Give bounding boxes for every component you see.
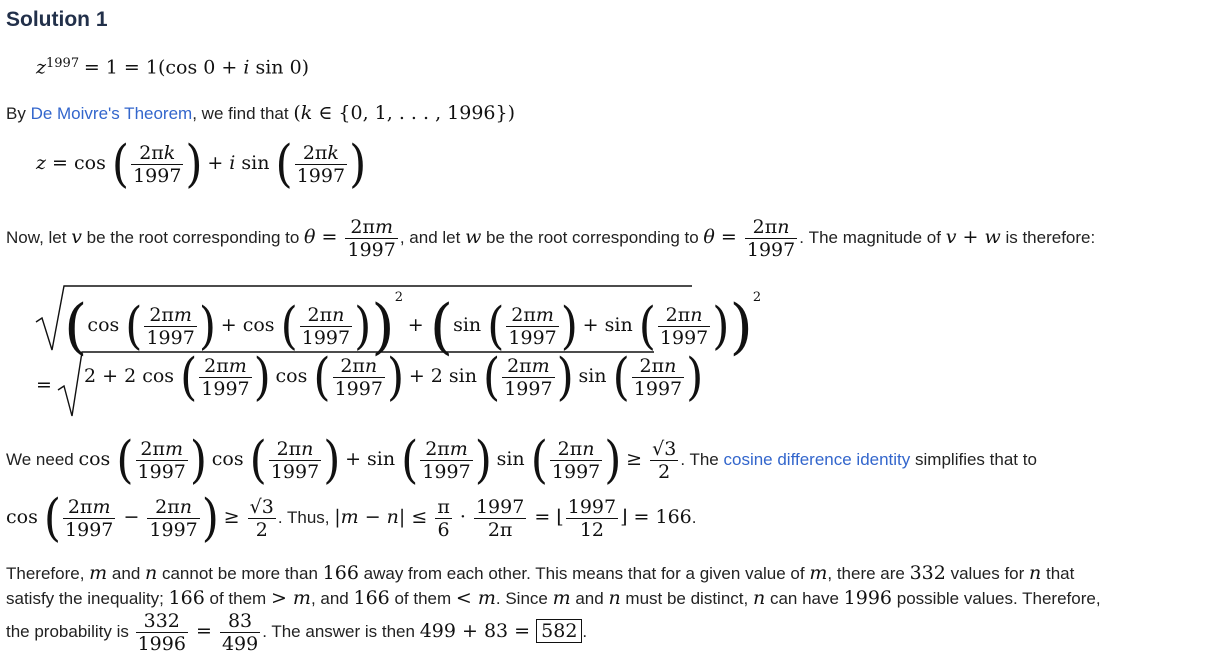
equals-sign: = xyxy=(36,374,52,396)
page-title: Solution 1 xyxy=(6,8,108,31)
equation-1: $z^{1997} = 1 = 1(\cos$ 0 + i sin 0) xyxy=(36,56,310,79)
paragraph-thus: cos ( $\frac{2\pi m}{1997}$ − $\frac{2\pi n}{1997}$ ) ≥ $\frac{√3}{2}$ . Thus, |m − n| ≤ $\frac{\pi}{6}$ · $\frac{1997}{2\pi}$ = ⌊ $\frac{1997}{12}$ ⌋ = 166. xyxy=(6,488,697,548)
equation-3-line-2: 2 + 2 cos ( $\frac{2\pi m}{1997}$ ) cos ( $\frac{2\pi n}{1997}$ ) + 2 sin ( $\frac{2\pi m}{1997}$ ) sin ( $\frac{2\pi n}{1997}$ ) xyxy=(84,347,704,407)
paragraph-therefore-1: Therefore, m and n cannot be more than 166 away from each other. This means that for a given value of m, there are 332 values for n that xyxy=(6,562,1075,584)
paragraph-probability: the probability is $\frac{332}{1996}$ = $\frac{83}{499}$ . The answer is then 499 + 83 = 582 . xyxy=(6,610,588,655)
paragraph-need: We need cos ( $\frac{2\pi m}{1997}$ ) cos ( $\frac{2\pi n}{1997}$ ) + sin ( $\frac{2\pi m}{1997}$ ) sin ( $\frac{2\pi n}{1997}$ ) ≥ $\frac{√3}{2}$ . The cosine difference identity simplifies that to xyxy=(6,430,1037,490)
final-answer-box: 582 xyxy=(536,619,582,643)
equation-3-line-1: (cos ( $\frac{2\pi m}{1997}$ ) + cos ( $\frac{2\pi n}{1997}$ ))$^2$ + (sin ( $\frac{2\pi m}{1997}$ ) + sin ( $\frac{2\pi n}{1997}$ ))$^2$ xyxy=(64,290,762,362)
paragraph-therefore-2: satisfy the inequality; 166 of them > m, and 166 of them < m. Since m and n must be distinct, n can have 1996 possible values. Therefore, xyxy=(6,587,1101,609)
de-moivre-link[interactable]: De Moivre's Theorem xyxy=(30,104,193,123)
equation-2: z = cos ( $\frac{2\pi k}{1997}$ ) + i sin ( $\frac{2\pi k}{1997}$ ) xyxy=(36,134,367,194)
paragraph-de-moivre: By De Moivre's Theorem, we find that (k ∈ {0, 1, . . . , 1996}) xyxy=(6,102,516,124)
paragraph-roots: Now, let v be the root corresponding to θ = $\frac{2\pi m}{1997}$ , and let w be the root corresponding to θ = $\frac{2\pi n}{1997}$ . The magnitude of v + w is therefore: xyxy=(6,216,1096,261)
cosine-difference-identity-link[interactable]: cosine difference identity xyxy=(723,449,911,469)
